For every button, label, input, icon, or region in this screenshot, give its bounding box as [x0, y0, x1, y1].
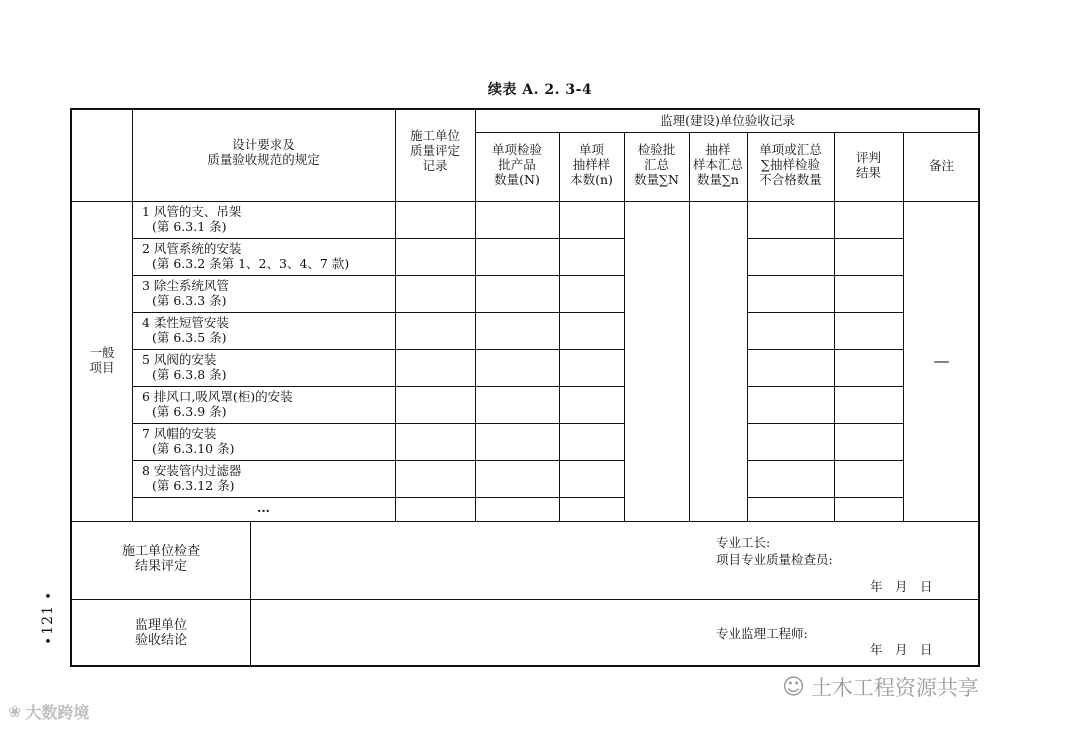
- grid-line: [132, 423, 624, 424]
- brand-logo-icon: ❀: [8, 702, 22, 721]
- inspection-form-table: [70, 108, 980, 667]
- grid-line: [132, 312, 624, 313]
- header-sample-total: 抽样 样本汇总 数量∑n: [692, 142, 743, 187]
- grid-line: [747, 386, 903, 387]
- grid-line: [132, 460, 624, 461]
- item-row: 2 风管系统的安装 (第 6.3.2 条第 1、2、3、4、7 款): [142, 241, 350, 271]
- grid-line: [747, 238, 903, 239]
- foreman-signature-field: 专业工长:: [716, 535, 771, 550]
- grid-line: [72, 599, 980, 600]
- remarks-dash: —: [933, 351, 950, 370]
- ellipsis-row: ...: [256, 500, 271, 515]
- item-row: 3 除尘系统风管 (第 6.3.3 条): [142, 278, 229, 308]
- grid-line: [624, 132, 625, 521]
- grid-line: [250, 521, 251, 667]
- table-caption: 续表 A. 2. 3-4: [487, 82, 593, 98]
- section-label-general: 一般 项目: [89, 345, 115, 375]
- item-row: 5 风阀的安装 (第 6.3.8 条): [142, 352, 227, 382]
- item-row: 8 安装管内过滤器 (第 6.3.12 条): [142, 463, 242, 493]
- header-single-sample: 单项 抽样样 本数(n): [570, 142, 613, 187]
- header-batch-total: 检验批 汇总 数量∑N: [634, 142, 679, 187]
- grid-line: [689, 132, 690, 521]
- grid-line: [132, 275, 624, 276]
- header-supervision-group: 监理(建设)单位验收记录: [660, 113, 795, 128]
- grid-line: [559, 132, 560, 521]
- contractor-check-label: 施工单位检查 结果评定: [121, 544, 200, 574]
- grid-line: [903, 132, 904, 521]
- grid-line: [747, 275, 903, 276]
- header-contractor-eval: 施工单位 质量评定 记录: [409, 128, 460, 173]
- page-number: • 121 •: [40, 590, 56, 650]
- grid-line: [747, 312, 903, 313]
- watermark-left: ❀ 大数跨境: [8, 702, 90, 722]
- grid-line: [72, 201, 980, 202]
- inspector-signature-field: 项目专业质量检查员:: [716, 552, 833, 567]
- grid-line: [747, 460, 903, 461]
- grid-line: [132, 238, 624, 239]
- grid-line: [747, 423, 903, 424]
- header-single-batch-qty: 单项检验 批产品 数量(N): [491, 142, 542, 187]
- grid-line: [475, 132, 980, 133]
- grid-line: [132, 386, 624, 387]
- grid-line: [834, 132, 835, 521]
- header-judgement: 评判 结果: [855, 150, 881, 180]
- watermark-right: ☺ 土木工程资源共享: [782, 674, 979, 700]
- header-design-requirement: 设计要求及 质量验收规范的规定: [207, 137, 320, 167]
- grid-line: [747, 497, 903, 498]
- grid-line: [747, 349, 903, 350]
- contractor-date-field: 年 月 日: [870, 579, 933, 594]
- item-row: 4 柔性短管安装 (第 6.3.5 条): [142, 315, 229, 345]
- item-row: 7 风帽的安装 (第 6.3.10 条): [142, 426, 235, 456]
- grid-line: [72, 521, 980, 522]
- engineer-signature-field: 专业监理工程师:: [716, 626, 808, 641]
- grid-line: [747, 132, 748, 521]
- item-row: 1 风管的支、吊架 (第 6.3.1 条): [142, 204, 242, 234]
- item-row: 6 排风口,吸风罩(柜)的安装 (第 6.3.9 条): [142, 389, 293, 419]
- header-remarks: 备注: [928, 158, 954, 173]
- supervisor-date-field: 年 月 日: [870, 642, 933, 657]
- grid-line: [132, 497, 624, 498]
- wechat-icon: ☺: [782, 674, 805, 700]
- supervisor-check-label: 监理单位 验收结论: [134, 618, 187, 648]
- header-nonconforming: 单项或汇总 ∑抽样检验 不合格数量: [759, 142, 822, 187]
- grid-line: [132, 349, 624, 350]
